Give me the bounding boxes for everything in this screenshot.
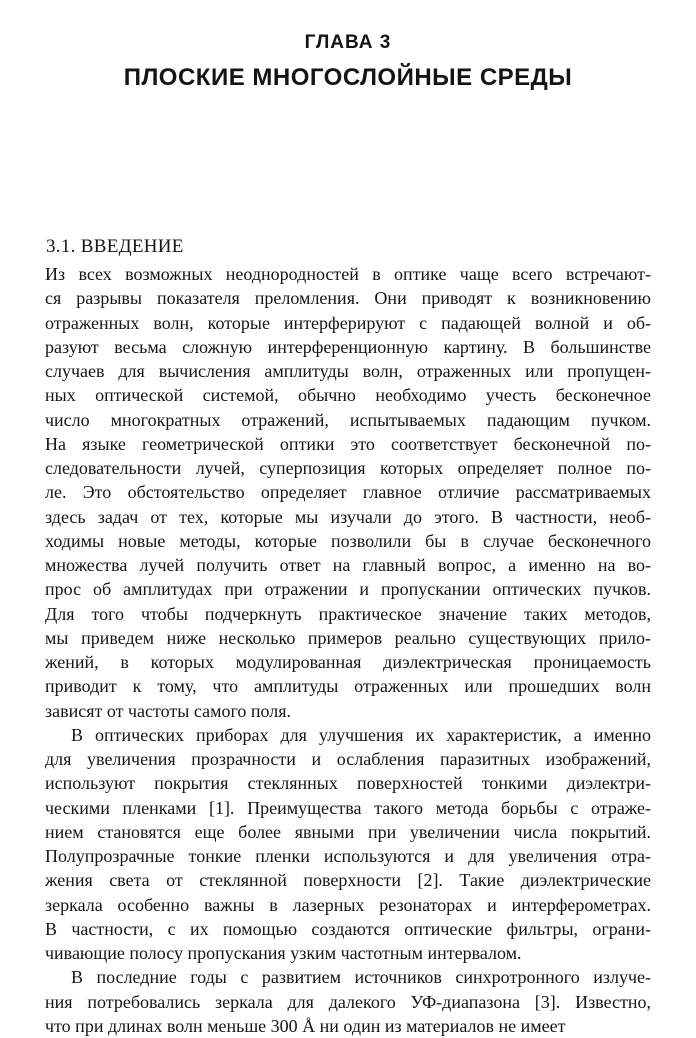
- chapter-title: ПЛОСКИЕ МНОГОСЛОЙНЫЕ СРЕДЫ: [123, 64, 573, 91]
- text-line: Для того чтобы подчеркнуть практическое значение таких методов,: [45, 603, 651, 624]
- text-line: следовательности лучей, суперпозиция которых определяет полное по-: [45, 458, 651, 478]
- body-text: [45, 262, 651, 1038]
- text-line: ле. Это обстоятельство определяет главное отличие рассматриваемых: [45, 482, 651, 503]
- text-line: мы приведем ниже несколько примеров реально существующих прило-: [45, 627, 651, 648]
- text-line: жений, в которых модулированная диэлектрическая проницаемость: [45, 652, 651, 672]
- text-line: В последние годы с развитием источников синхротронного излуче-: [71, 967, 651, 988]
- text-line: чивающие полосу пропускания узким частотным интервалом.: [45, 943, 522, 963]
- text-line: случаев для вычисления амплитуды волн, отраженных или пропущен-: [45, 361, 651, 381]
- text-line: множества лучей получить ответ на главный вопрос, а именно на во-: [45, 555, 651, 575]
- text-line: Из всех возможных неоднородностей в оптике чаще всего встречают-: [45, 264, 651, 284]
- text-line: что при длинах волн меньше 300 Å ни один из материалов не имеет: [45, 1015, 566, 1036]
- text-line: ных оптической системой, обычно необходимо учесть бесконечное: [45, 385, 651, 406]
- text-line: ния потребовались зеркала для далекого УФ-диапазона [3]. Известно,: [45, 991, 651, 1012]
- text-line: зависят от частоты самого поля.: [45, 700, 292, 721]
- paragraph: [45, 965, 651, 1038]
- text-line: разуют весьма сложную интерференционную картину. В большинстве: [45, 336, 651, 357]
- text-line: здесь задач от тех, которые мы изучали до этого. В частности, необ-: [45, 506, 651, 527]
- text-line: отраженных волн, которые интерферируют с падающей волной и об-: [45, 312, 651, 333]
- paragraph: [45, 723, 651, 966]
- text-line: ходимы новые методы, которые позволили бы в случае бесконечного: [45, 530, 651, 551]
- chapter-label: ГЛАВА 3: [304, 32, 392, 53]
- section-heading: 3.1. ВВЕДЕНИЕ: [46, 236, 184, 257]
- text-line: используют покрытия стеклянных поверхностей тонкими диэлектри-: [45, 773, 651, 794]
- text-line: В оптических приборах для улучшения их характеристик, а именно: [71, 724, 651, 745]
- text-line: В частности, с их помощью создаются оптические фильтры, ограни-: [45, 918, 651, 939]
- text-line: Полупрозрачные тонкие пленки используются и для увеличения отра-: [45, 846, 651, 866]
- text-line: жения света от стеклянной поверхности [2]. Такие диэлектрические: [45, 870, 651, 891]
- text-line: ся разрывы показателя преломления. Они приводят к возникновению: [45, 288, 651, 309]
- text-line: прос об амплитудах при отражении и пропускании оптических пучков.: [45, 579, 651, 600]
- text-line: приводит к тому, что амплитуды отраженных или прошедших волн: [45, 676, 651, 697]
- text-line: нием становятся еще более явными при увеличении числа покрытий.: [45, 821, 651, 842]
- text-line: для увеличения прозрачности и ослабления паразитных изображений,: [45, 749, 651, 769]
- text-line: На языке геометрической оптики это соответствует бесконечной по-: [45, 433, 651, 454]
- paragraph: [45, 262, 651, 723]
- text-line: ческими пленками [1]. Преимущества такого метода борьбы с отраже-: [45, 797, 651, 818]
- text-line: число многократных отражений, испытываемых падающим пучком.: [45, 409, 651, 430]
- text-line: зеркала особенно важны в лазерных резонаторах и интерферометрах.: [45, 894, 651, 915]
